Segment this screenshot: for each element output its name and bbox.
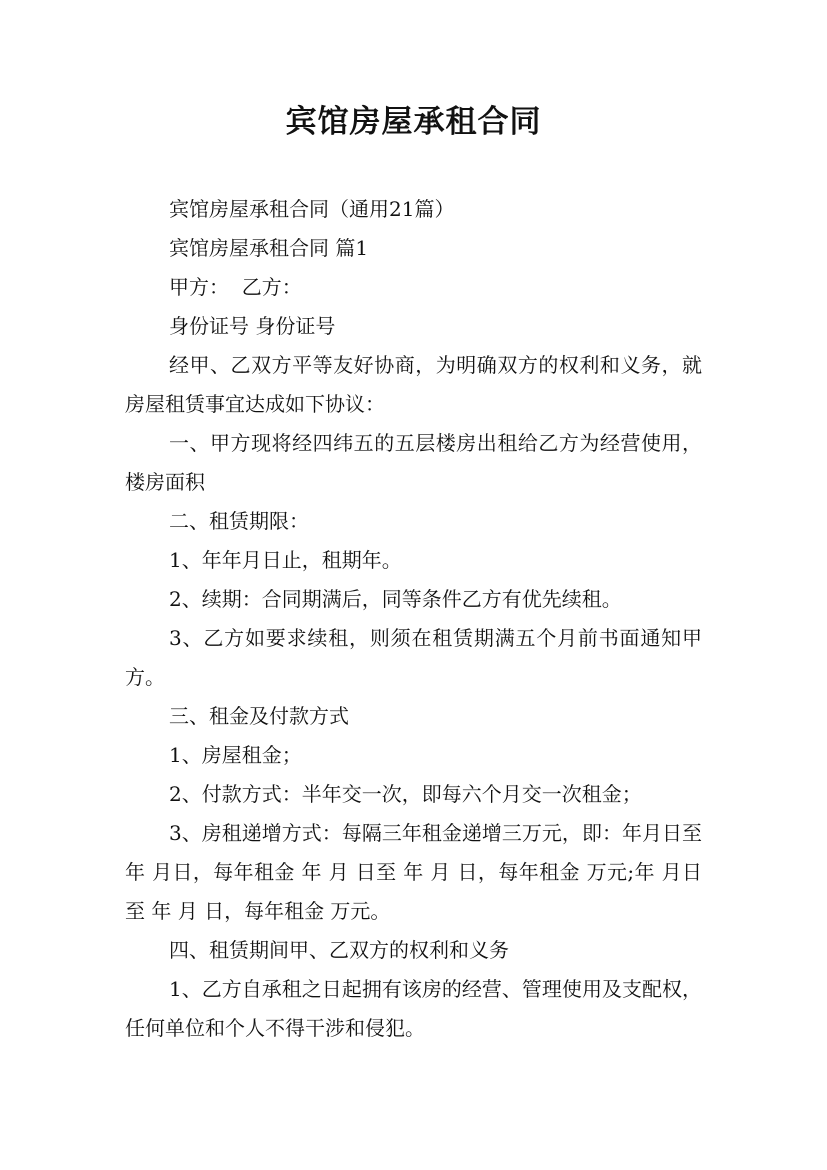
paragraph: 2、续期：合同期满后，同等条件乙方有优先续租。 [169, 587, 622, 611]
paragraph: 甲方： 乙方： [169, 275, 302, 299]
paragraph: 二、租赁期限： [169, 509, 309, 533]
paragraph: 3、乙方如要求续租，则须在租赁期满五个月前书面通知甲方。 [125, 626, 702, 689]
paragraph: 四、租赁期间甲、乙双方的权利和义务 [169, 938, 509, 962]
document-title: 宾馆房屋承租合同 [285, 104, 542, 140]
paragraph: 1、房屋租金； [169, 743, 302, 767]
paragraph: 宾馆房屋承租合同 篇1 [169, 236, 369, 260]
paragraph: 一、甲方现将经四纬五的五层楼房出租给乙方为经营使用，楼房面积 [125, 431, 702, 494]
paragraph: 经甲、乙双方平等友好协商，为明确双方的权利和义务，就房屋租赁事宜达成如下协议： [125, 353, 702, 416]
paragraph: 身份证号 身份证号 [169, 314, 336, 338]
document-body [125, 190, 702, 1048]
paragraph: 3、房租递增方式：每隔三年租金递增三万元，即：年月日至 年 月日，每年租金 年 月 日至 年 月 日，每年租金 万元;年 月日至 年 月 日，每年租金 万元。 [125, 821, 702, 923]
paragraph: 1、乙方自承租之日起拥有该房的经营、管理使用及支配权，任何单位和个人不得干涉和侵犯。 [125, 977, 702, 1040]
paragraph: 宾馆房屋承租合同（通用21篇） [169, 197, 455, 221]
paragraph: 三、租金及付款方式 [169, 704, 349, 728]
paragraph: 2、付款方式：半年交一次，即每六个月交一次租金； [169, 782, 642, 806]
paragraph: 1、年年月日止，租期年。 [169, 548, 402, 572]
